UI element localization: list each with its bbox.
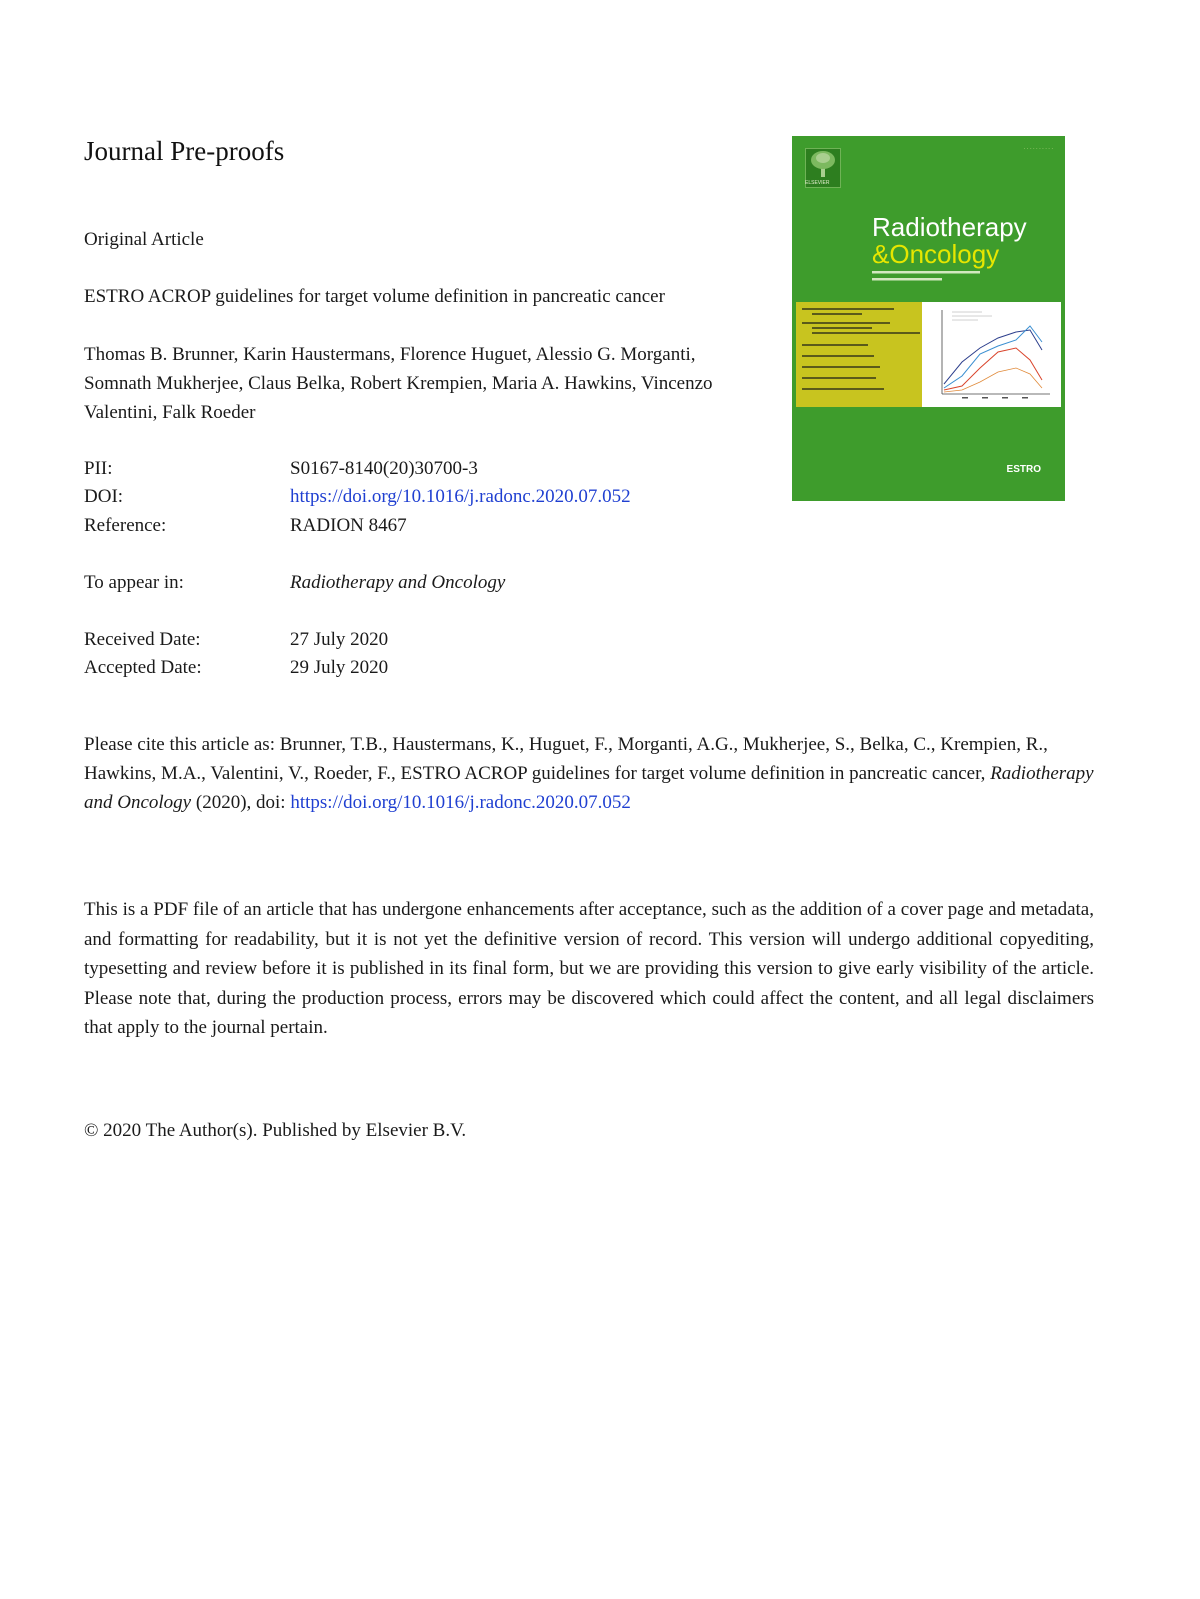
- citation-journal: Radiotherapy and Oncology: [84, 763, 1094, 813]
- cover-line-plot-icon: [922, 302, 1061, 407]
- citation-prefix: Please cite this article as: Brunner, T.B., Haustermans, K., Huguet, F., Morganti, A.G., Mukherjee, S., Belka, C., Krempien, R., Hawkins, M.A., Valentini, V., Roeder, F., ESTRO ACROP guidelines for target volume definition in pancreatic cancer,: [84, 734, 1048, 784]
- meta-accepted: [84, 654, 784, 682]
- doi-label: DOI:: [84, 486, 124, 507]
- received-value: 27 July 2020: [290, 629, 389, 650]
- cover-title-line2: &Oncology: [872, 239, 1000, 269]
- preproof-notice: This is a PDF file of an article that has undergone enhancements after acceptance, such as the addition of a cover page and metadata, and formatting for readability, but it is not yet the definitive version of record. This version will undergo additional copyediting, typesetting and review before it is published in its final form, but we are providing this version to give early visibility of the article. Please note that, during the production process, errors may be discovered which could affect the content, and all legal disclaimers that apply to the journal pertain.: [84, 899, 1094, 1038]
- meta-doi: [84, 483, 784, 511]
- cover-estro-logo: ESTRO: [1006, 464, 1041, 475]
- cover-publisher-logo: ELSEVIER: [805, 180, 830, 186]
- meta-received: [84, 626, 784, 654]
- cover-subtitle-lines: [872, 270, 1022, 287]
- tree-icon: [806, 149, 840, 179]
- appear-label: To appear in:: [84, 572, 184, 593]
- meta-reference: [84, 512, 784, 540]
- accepted-value: 29 July 2020: [290, 657, 389, 678]
- article-type: Original Article: [84, 229, 204, 250]
- meta-appear: [84, 569, 784, 597]
- appear-value: Radiotherapy and Oncology: [290, 572, 506, 593]
- cover-subtitle-scribble-icon: [872, 270, 982, 284]
- cover-title-line1: Radiotherapy: [872, 212, 1027, 242]
- cover-contents-lines-icon: [796, 302, 922, 407]
- journal-cover-image: [792, 136, 1065, 501]
- meta-pii: [84, 455, 784, 483]
- article-title: ESTRO ACROP guidelines for target volume definition in pancreatic cancer: [84, 286, 665, 307]
- doi-link[interactable]: https://doi.org/10.1016/j.radonc.2020.07.052: [290, 486, 631, 507]
- pii-value: S0167-8140(20)30700-3: [290, 458, 478, 479]
- citation-paragraph: [84, 730, 1094, 817]
- received-label: Received Date:: [84, 629, 201, 650]
- pii-label: PII:: [84, 458, 113, 479]
- accepted-label: Accepted Date:: [84, 657, 202, 678]
- citation-middle: (2020), doi:: [191, 792, 291, 813]
- journal-header: Journal Pre-proofs: [84, 136, 285, 166]
- cover-contents-panel: [796, 302, 922, 407]
- reference-value: RADION 8467: [290, 515, 407, 536]
- reference-label: Reference:: [84, 515, 167, 536]
- copyright-line: © 2020 The Author(s). Published by Elsevier B.V.: [84, 1120, 467, 1141]
- cover-issn-text: · · · · · · · · · ·: [1023, 146, 1053, 152]
- cover-chart-panel: [922, 302, 1061, 407]
- author-list: Thomas B. Brunner, Karin Haustermans, Florence Huguet, Alessio G. Morganti, Somnath Mukherjee, Claus Belka, Robert Krempien, Maria A. Hawkins, Vincenzo Valentini, Falk Roeder: [84, 344, 713, 423]
- citation-doi-link[interactable]: https://doi.org/10.1016/j.radonc.2020.07.052: [290, 792, 631, 813]
